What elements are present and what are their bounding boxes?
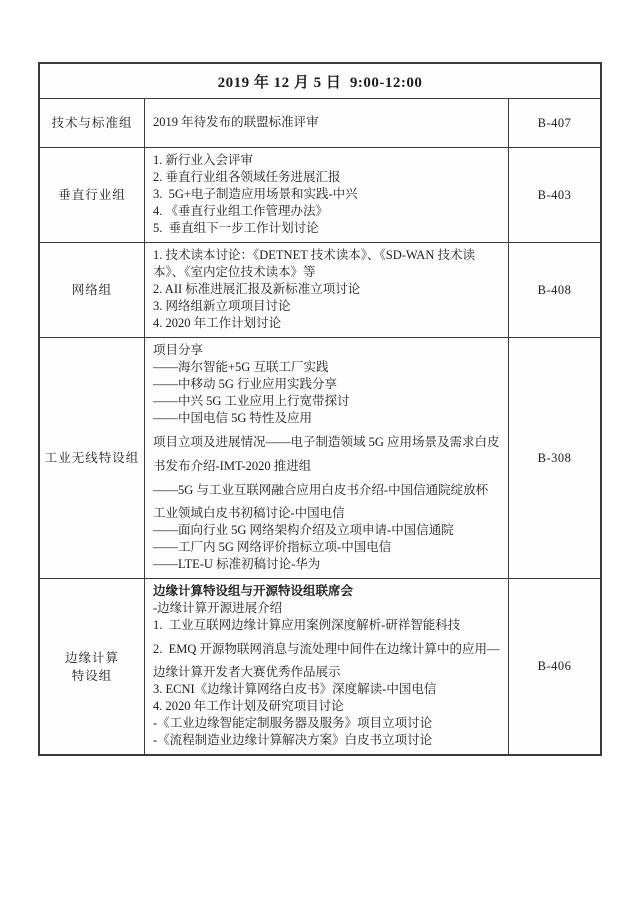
- agenda-cell: [144, 148, 509, 242]
- workgroup-name: 技术与标准组: [51, 116, 133, 130]
- room-cell: [509, 148, 600, 242]
- agenda-line: ——中移动 5G 行业应用实践分享: [153, 377, 338, 391]
- agenda-block: [153, 342, 500, 427]
- agenda-line: 1. 技术读本讨论：《DETNET 技术读本》、《SD-WAN 技术读本》、《室内定位技术读本》等: [153, 248, 475, 279]
- session-date-title: 2019 年 12 月 5 日 9:00-12:00: [217, 74, 423, 91]
- agenda-line: -《流程制造业边缘计算解决方案》白皮书立项讨论: [153, 733, 433, 747]
- agenda-line: ——面向行业 5G 网络架构介绍及立项申请-中国信通院: [153, 523, 454, 537]
- table-row: [40, 242, 600, 337]
- agenda-line: 5. 垂直组下一步工作计划讨论: [153, 221, 319, 235]
- agenda-block: [153, 505, 500, 573]
- agenda-cell: [144, 579, 509, 754]
- workgroup-cell: [40, 99, 144, 147]
- agenda-line: ——工厂内 5G 网络评价指标立项-中国电信: [153, 540, 392, 554]
- agenda-line: -《工业边缘智能定制服务器及服务》项目立项讨论: [153, 716, 433, 730]
- workgroup-name: 特设组: [71, 668, 113, 683]
- workgroup-cell: [40, 338, 144, 578]
- agenda-line: 工业领域白皮书初稿讨论-中国电信: [153, 506, 345, 520]
- agenda-line: 1. 工业互联网边缘计算应用案例深度解析-研祥智能科技: [153, 618, 461, 632]
- room-code: B-408: [537, 282, 572, 297]
- room-code: B-406: [537, 659, 572, 673]
- agenda-line: 3. 5G+电子制造应用场景和实践-中兴: [153, 187, 358, 201]
- agenda-line: 边缘计算开发者大赛优秀作品展示: [153, 665, 341, 679]
- room-cell: [509, 338, 600, 578]
- agenda-block: [153, 600, 500, 634]
- agenda-line: 项目立项及进展情况——电子制造领域 5G 应用场景及需求白皮书发布介绍-IMT-2020 推进组: [153, 435, 500, 473]
- schedule-table: [38, 62, 602, 756]
- agenda-line: 2. 垂直行业组各领域任务进展汇报: [153, 170, 341, 184]
- workgroup-cell: [40, 243, 144, 337]
- workgroup-cell: [40, 148, 144, 242]
- agenda-cell: [144, 338, 509, 578]
- agenda-line: 边缘计算特设组与开源特设组联席会: [153, 584, 354, 598]
- room-code: B-407: [537, 115, 572, 130]
- table-row: [40, 98, 600, 147]
- room-cell: [509, 99, 600, 147]
- agenda-line: -边缘计算开源进展介绍: [153, 601, 283, 615]
- agenda-block: [153, 114, 500, 131]
- workgroup-name: 边缘计算: [64, 650, 119, 665]
- workgroup-name: 工业无线特设组: [44, 451, 140, 465]
- agenda-line: ——5G 与工业互联网融合应用白皮书介绍-中国信通院绽放杯: [153, 483, 489, 497]
- agenda-line: 项目分享: [153, 343, 204, 357]
- agenda-block: [153, 583, 500, 600]
- agenda-line: 1. 新行业入会评审: [153, 153, 254, 167]
- agenda-line: 2. AII 标准进展汇报及新标准立项讨论: [153, 282, 361, 296]
- agenda-line: 2019 年待发布的联盟标准评审: [153, 115, 319, 129]
- table-body: [40, 98, 600, 754]
- room-cell: [509, 579, 600, 754]
- table-header-row: [40, 64, 600, 98]
- agenda-cell: [144, 243, 509, 337]
- agenda-line: 4. 2020 年工作计划及研究项目讨论: [153, 699, 344, 713]
- agenda-line: 3. 网络组新立项项目讨论: [153, 299, 291, 313]
- agenda-line: 4. 2020 年工作计划讨论: [153, 316, 282, 330]
- workgroup-cell: [40, 579, 144, 754]
- workgroup-name: 网络组: [71, 283, 113, 297]
- agenda-block: [153, 430, 500, 502]
- workgroup-name: 垂直行业组: [58, 188, 126, 202]
- agenda-block: [153, 637, 500, 661]
- agenda-line: 4. 《垂直行业组工作管理办法》: [153, 204, 329, 218]
- table-row: [40, 337, 600, 578]
- agenda-line: 3. ECNI《边缘计算网络白皮书》深度解读-中国电信: [153, 682, 437, 696]
- agenda-block: [153, 152, 500, 237]
- agenda-line: ——海尔智能+5G 互联工厂实践: [153, 360, 329, 374]
- room-cell: [509, 243, 600, 337]
- room-code: B-308: [537, 450, 572, 465]
- agenda-block: [153, 664, 500, 749]
- agenda-line: 2. EMQ 开源物联网消息与流处理中间件在边缘计算中的应用—: [153, 642, 500, 656]
- agenda-block: [153, 247, 500, 332]
- table-row: [40, 147, 600, 242]
- agenda-line: ——LTE-U 标准初稿讨论-华为: [153, 557, 321, 571]
- agenda-cell: [144, 99, 509, 147]
- agenda-line: ——中国电信 5G 特性及应用: [153, 411, 313, 425]
- agenda-line: ——中兴 5G 工业应用上行宽带探讨: [153, 394, 350, 408]
- room-code: B-403: [537, 187, 572, 202]
- table-row: [40, 578, 600, 754]
